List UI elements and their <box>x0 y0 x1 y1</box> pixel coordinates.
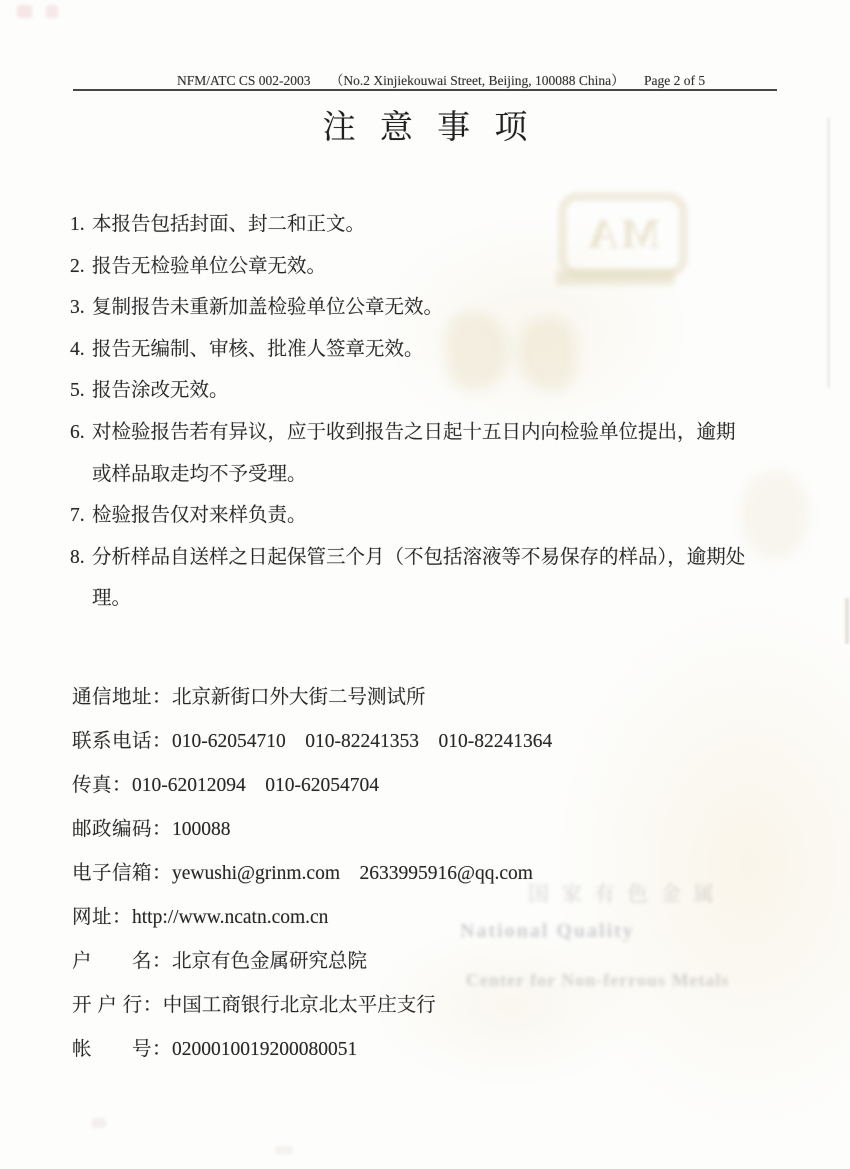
contact-label: 电子信箱： <box>72 863 173 884</box>
note-number: 4. <box>70 338 85 360</box>
contact-value: yewushi@grinm.com 2633995916@qq.com <box>172 863 533 884</box>
contact-value: 010-62054710 010-82241353 010-82241364 <box>172 731 553 752</box>
bleedthrough-text-english-line1: National Quality <box>460 920 635 942</box>
document-code: NFM/ATC CS 002-2003 <box>177 73 311 88</box>
contact-value: 010-62012094 010-62054704 <box>132 775 380 796</box>
contact-value: 北京新街口外大街二号测试所 <box>172 687 426 708</box>
note-item-5 <box>70 370 745 412</box>
bleedthrough-text-chinese: 国家有色金属 <box>528 882 726 906</box>
contact-row-email <box>72 852 552 896</box>
contact-row-mailing-address <box>72 676 552 720</box>
note-text: 分析样品自送样之日起保管三个月（不包括溶液等不易保存的样品），逾期处 <box>92 546 746 568</box>
contact-value: 中国工商银行北京北太平庄支行 <box>162 995 436 1016</box>
note-text: 检验报告仅对来样负责。 <box>92 505 307 527</box>
bleedthrough-text-english-line2: Center for Non-ferrous Metals <box>466 970 730 990</box>
note-item-2 <box>70 246 745 288</box>
contact-label: 帐 号： <box>72 1039 173 1060</box>
scan-smudge <box>92 1118 106 1128</box>
contact-value: 北京有色金属研究总院 <box>172 951 368 972</box>
contact-value: 0200010019200080051 <box>172 1039 358 1060</box>
ma-logo-letters: MA <box>586 212 660 258</box>
contact-row-account-name <box>72 940 552 984</box>
note-number: 7. <box>70 505 85 527</box>
scan-edge-streak <box>827 118 830 388</box>
scan-smudge <box>46 5 58 18</box>
note-number: 3. <box>70 297 85 319</box>
note-text: 报告无编制、审核、批准人签章无效。 <box>92 338 424 360</box>
contact-block <box>72 676 552 1072</box>
contact-label: 开 户 行： <box>72 995 163 1016</box>
contact-label: 联系电话： <box>72 731 173 752</box>
note-item-7 <box>70 495 745 537</box>
contact-row-phone <box>72 720 552 764</box>
note-item-3 <box>70 287 745 329</box>
contact-row-website <box>72 896 552 940</box>
contact-label: 网址： <box>72 907 133 928</box>
contact-row-fax <box>72 764 552 808</box>
note-text: 本报告包括封面、封二和正文。 <box>92 214 366 235</box>
page-number: Page 2 of 5 <box>644 73 706 88</box>
contact-label: 邮政编码： <box>72 819 173 840</box>
note-number: 5. <box>70 380 85 402</box>
contact-row-bank <box>72 984 552 1028</box>
ink-bleedthrough-blob <box>740 470 810 560</box>
note-text: 复制报告未重新加盖检验单位公章无效。 <box>92 297 444 319</box>
contact-row-postcode <box>72 808 552 852</box>
note-text-continued: 或样品取走均不予受理。 <box>92 463 307 485</box>
note-item-8 <box>70 537 745 620</box>
header-rule <box>73 89 777 91</box>
notes-list <box>70 204 745 620</box>
note-text: 对检验报告若有异议，应于收到报告之日起十五日内向检验单位提出，逾期 <box>92 421 736 443</box>
note-text-continued: 理。 <box>92 588 132 610</box>
contact-label: 通信地址： <box>72 687 173 708</box>
contact-label: 传真： <box>72 775 133 796</box>
contact-value: http://www.ncatn.com.cn <box>132 907 329 928</box>
note-number: 8. <box>70 546 85 568</box>
scan-smudge <box>17 5 32 18</box>
contact-value: 100088 <box>172 819 231 840</box>
contact-row-account-number <box>72 1028 552 1072</box>
note-item-4 <box>70 329 745 371</box>
page-header <box>177 69 705 89</box>
organization-address: （No.2 Xinjiekouwai Street, Beijing, 100088 China） <box>329 73 625 88</box>
note-number: 6. <box>70 421 85 443</box>
contact-label: 户 名： <box>72 951 173 972</box>
note-item-6 <box>70 412 745 495</box>
scan-edge-streak <box>845 598 849 644</box>
page-title: 注 意 事 项 <box>322 110 536 146</box>
note-text: 报告涂改无效。 <box>92 380 229 402</box>
note-item-1 <box>70 204 745 246</box>
scan-smudge <box>275 1146 293 1154</box>
note-number: 1. <box>70 214 85 235</box>
note-number: 2. <box>70 255 85 277</box>
note-text: 报告无检验单位公章无效。 <box>92 255 327 277</box>
